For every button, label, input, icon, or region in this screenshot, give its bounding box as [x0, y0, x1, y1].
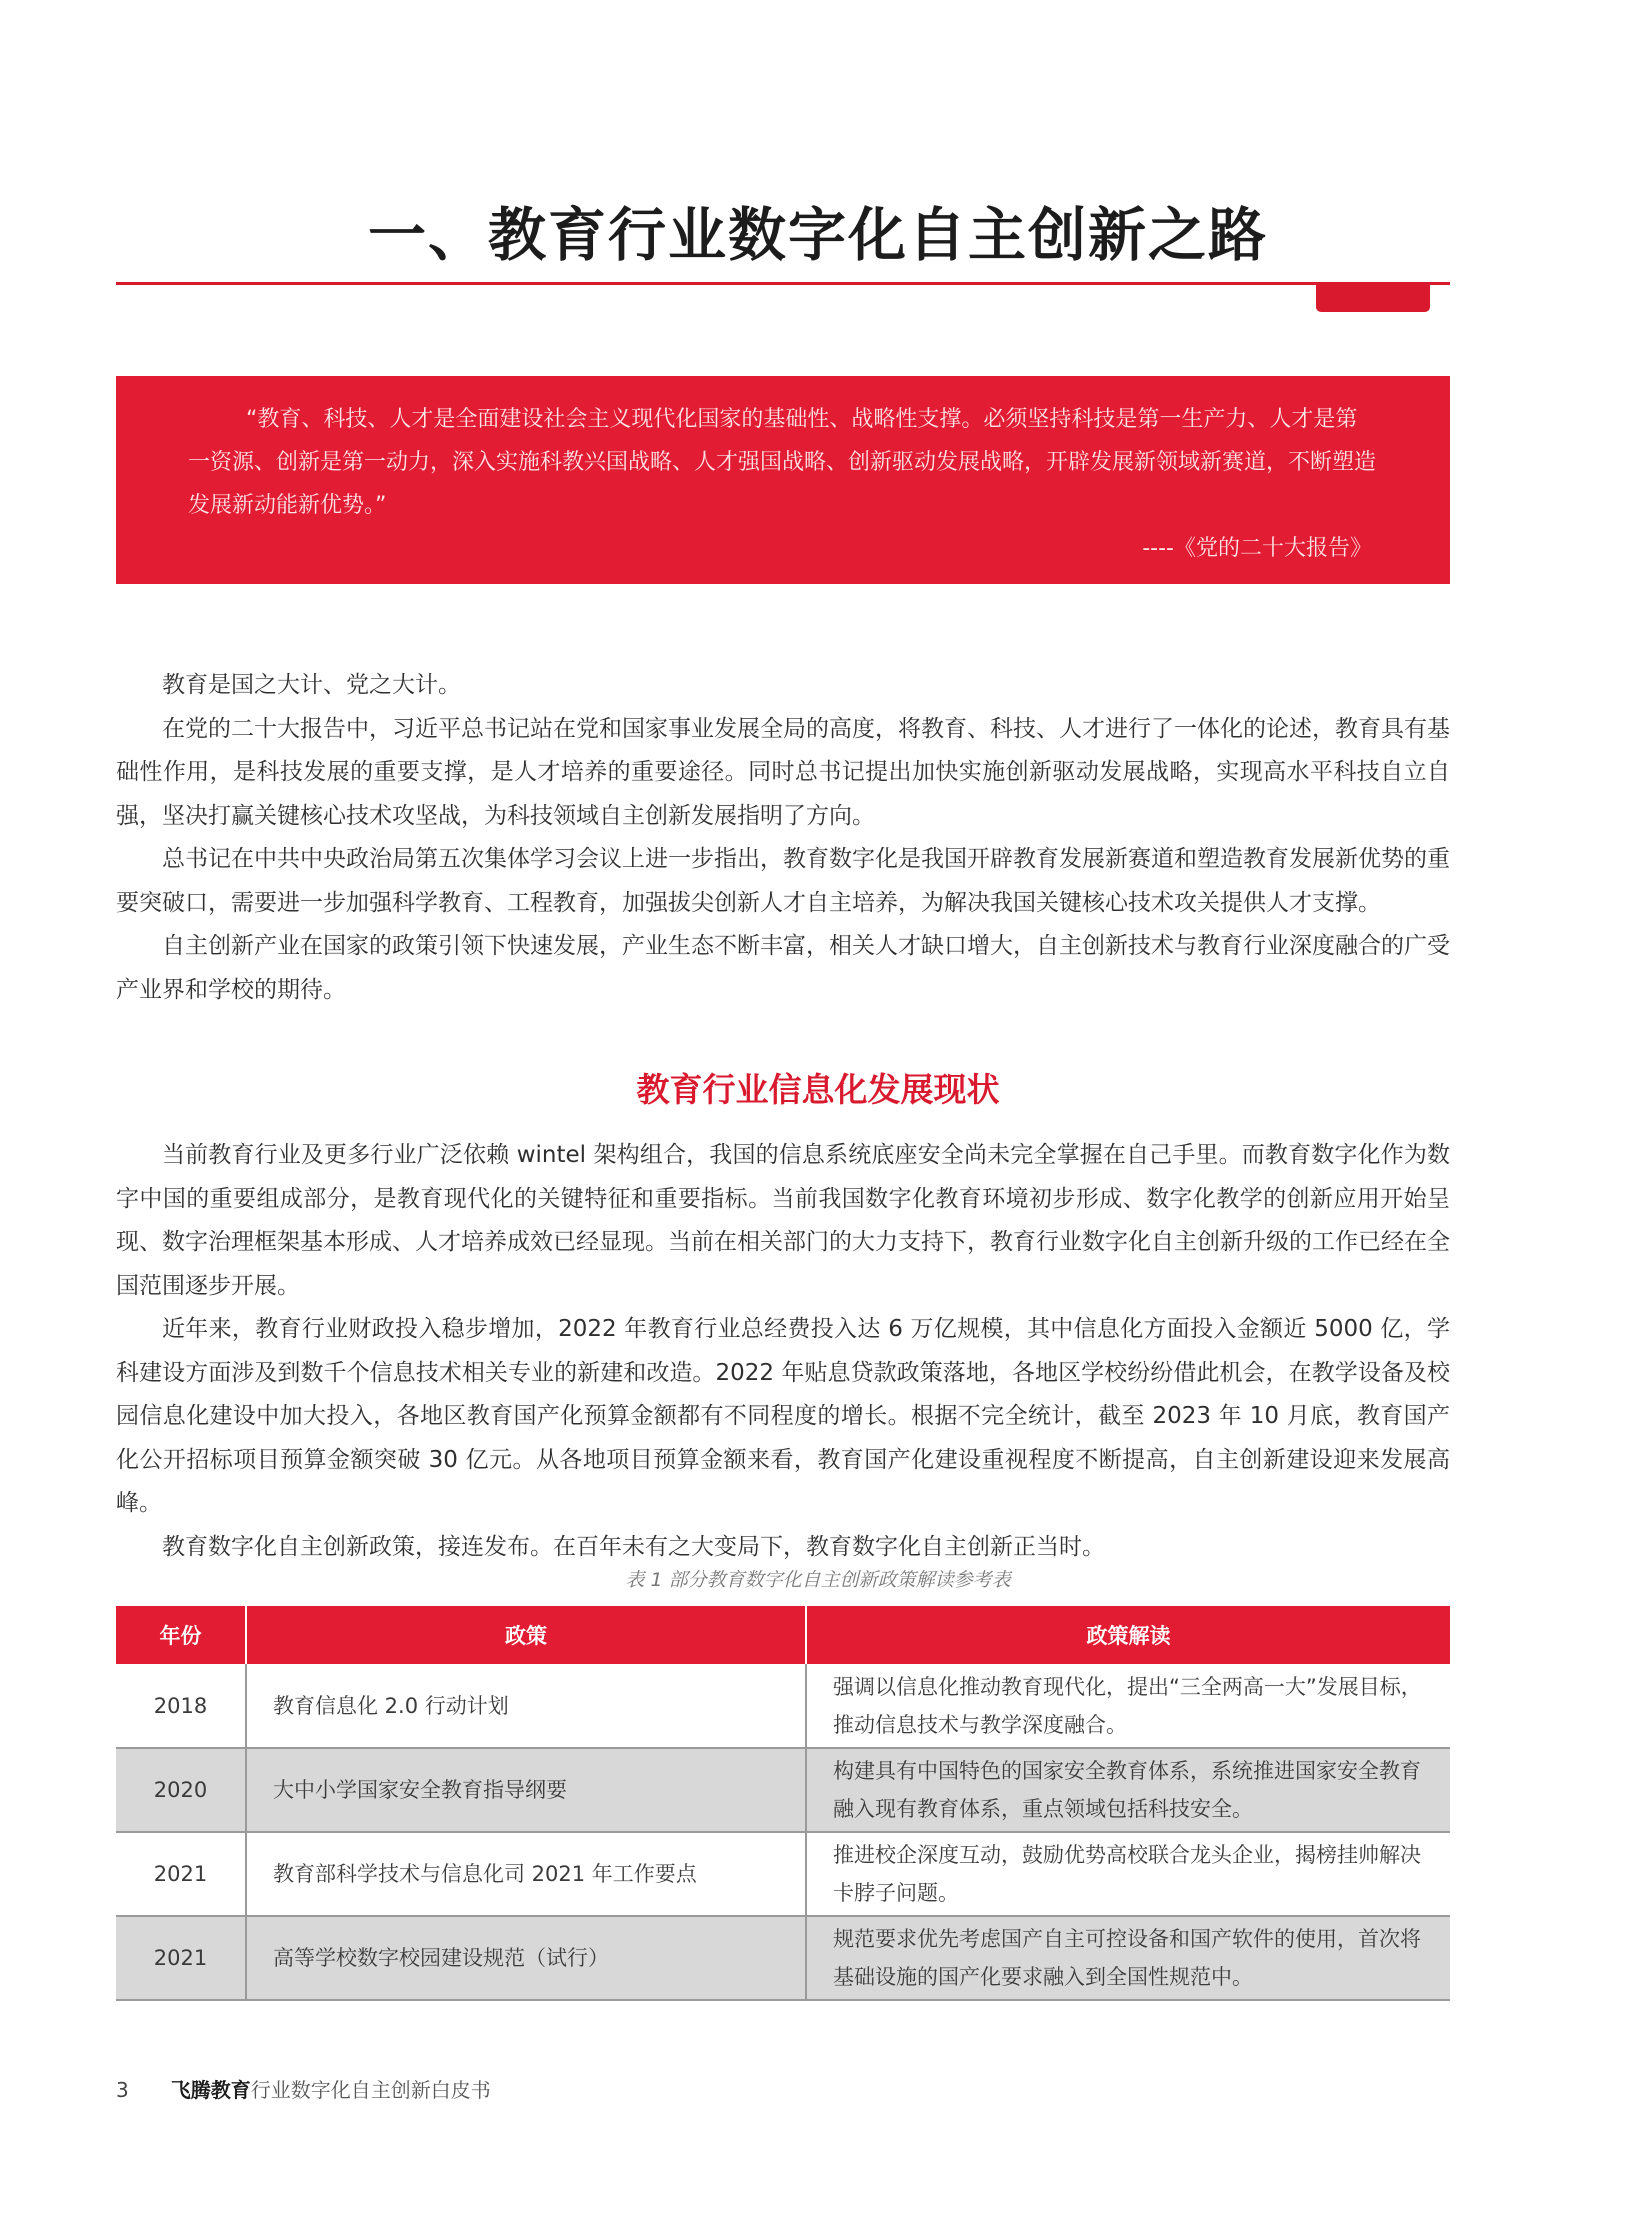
cell-interpretation: 规范要求优先考虑国产自主可控设备和国产软件的使用，首次将基础设施的国产化要求融入到全国性规范中。 [806, 1916, 1450, 2000]
footer-document-title: 行业数字化自主创新白皮书 [250, 2078, 491, 2102]
table-row [116, 1832, 1450, 1916]
section-paragraph: 当前教育行业及更多行业广泛依赖 wintel 架构组合，我国的信息系统底座安全尚未完全掌握在自己手里。而教育数字化作为数字中国的重要组成部分，是教育现代化的关键特征和重要指标。当前我国数字化教育环境初步形成、数字化教学的创新应用开始呈现、数字治理框架基本形成、人才培养成效已经显现。当前在相关部门的大力支持下，教育行业数字化自主创新升级的工作已经在全国范围逐步开展。 [116, 1142, 1450, 1299]
quote-source: ----《党的二十大报告》 [1142, 536, 1372, 561]
header-interpretation: 政策解读 [806, 1606, 1450, 1664]
cell-interpretation: 构建具有中国特色的国家安全教育体系，系统推进国家安全教育融入现有教育体系，重点领域包括科技安全。 [806, 1748, 1450, 1832]
intro-paragraph: 教育是国之大计、党之大计。 [162, 672, 461, 698]
header-policy: 政策 [246, 1606, 806, 1664]
header-year: 年份 [116, 1606, 246, 1664]
page-footer [116, 2074, 491, 2103]
table-caption: 表 1 部分教育数字化自主创新政策解读参考表 [625, 1569, 1011, 1591]
quote-text: “教育、科技、人才是全面建设社会主义现代化国家的基础性、战略性支撑。必须坚持科技是第一生产力、人才是第一资源、创新是第一动力，深入实施科教兴国战略、人才强国战略、创新驱动发展战略，开辟发展新领域新赛道，不断塑造发展新动能新优势。” [188, 407, 1377, 518]
quote-box [116, 376, 1450, 584]
cell-year: 2021 [116, 1832, 246, 1916]
page-number: 3 [116, 2078, 129, 2102]
cell-year: 2021 [116, 1916, 246, 2000]
table-row [116, 1916, 1450, 2000]
title-divider-tab [1316, 282, 1430, 312]
section-heading: 教育行业信息化发展现状 [636, 1070, 1000, 1109]
footer-brand: 飞腾教育 [170, 2078, 251, 2102]
policy-table [116, 1606, 1450, 2001]
cell-policy: 高等学校数字校园建设规范（试行） [246, 1916, 806, 2000]
section-paragraph: 近年来，教育行业财政投入稳步增加，2022 年教育行业总经费投入达 6 万亿规模，其中信息化方面投入金额近 5000 亿，学科建设方面涉及到数千个信息技术相关专业的新建和改造。2022 年贴息贷款政策落地，各地区学校纷纷借此机会，在教学设备及校园信息化建设中加大投入，各地区教育国产化预算金额都有不同程度的增长。根据不完全统计，截至 2023 年 10 月底，教育国产化公开招标项目预算金额突破 30 亿元。从各地项目预算金额来看，教育国产化建设重视程度不断提高，自主创新建设迎来发展高峰。 [116, 1316, 1450, 1516]
cell-policy: 教育部科学技术与信息化司 2021 年工作要点 [246, 1832, 806, 1916]
chapter-title: 一、教育行业数字化自主创新之路 [367, 201, 1268, 269]
cell-year: 2018 [116, 1664, 246, 1748]
cell-interpretation: 强调以信息化推动教育现代化，提出“三全两高一大”发展目标，推动信息技术与教学深度融合。 [806, 1664, 1450, 1748]
cell-interpretation: 推进校企深度互动，鼓励优势高校联合龙头企业，揭榜挂帅解决卡脖子问题。 [806, 1832, 1450, 1916]
cell-year: 2020 [116, 1748, 246, 1832]
section-paragraph: 教育数字化自主创新政策，接连发布。在百年未有之大变局下，教育数字化自主创新正当时。 [162, 1533, 1105, 1560]
intro-section [116, 664, 1450, 1012]
status-section [116, 1134, 1450, 1569]
title-divider [116, 282, 1450, 285]
intro-paragraph: 总书记在中共中央政治局第五次集体学习会议上进一步指出，教育数字化是我国开辟教育发展新赛道和塑造教育发展新优势的重要突破口，需要进一步加强科学教育、工程教育，加强拔尖创新人才自主培养，为解决我国关键核心技术攻关提供人才支撑。 [116, 846, 1450, 916]
table-row [116, 1748, 1450, 1832]
cell-policy: 大中小学国家安全教育指导纲要 [246, 1748, 806, 1832]
intro-paragraph: 自主创新产业在国家的政策引领下快速发展，产业生态不断丰富，相关人才缺口增大，自主创新技术与教育行业深度融合的广受产业界和学校的期待。 [116, 933, 1450, 1003]
table-row [116, 1664, 1450, 1748]
cell-policy: 教育信息化 2.0 行动计划 [246, 1664, 806, 1748]
intro-paragraph: 在党的二十大报告中，习近平总书记站在党和国家事业发展全局的高度，将教育、科技、人才进行了一体化的论述，教育具有基础性作用，是科技发展的重要支撑，是人才培养的重要途径。同时总书记提出加快实施创新驱动发展战略，实现高水平科技自立自强，坚决打赢关键核心技术攻坚战，为科技领域自主创新发展指明了方向。 [116, 715, 1450, 829]
table-header-row [116, 1606, 1450, 1664]
